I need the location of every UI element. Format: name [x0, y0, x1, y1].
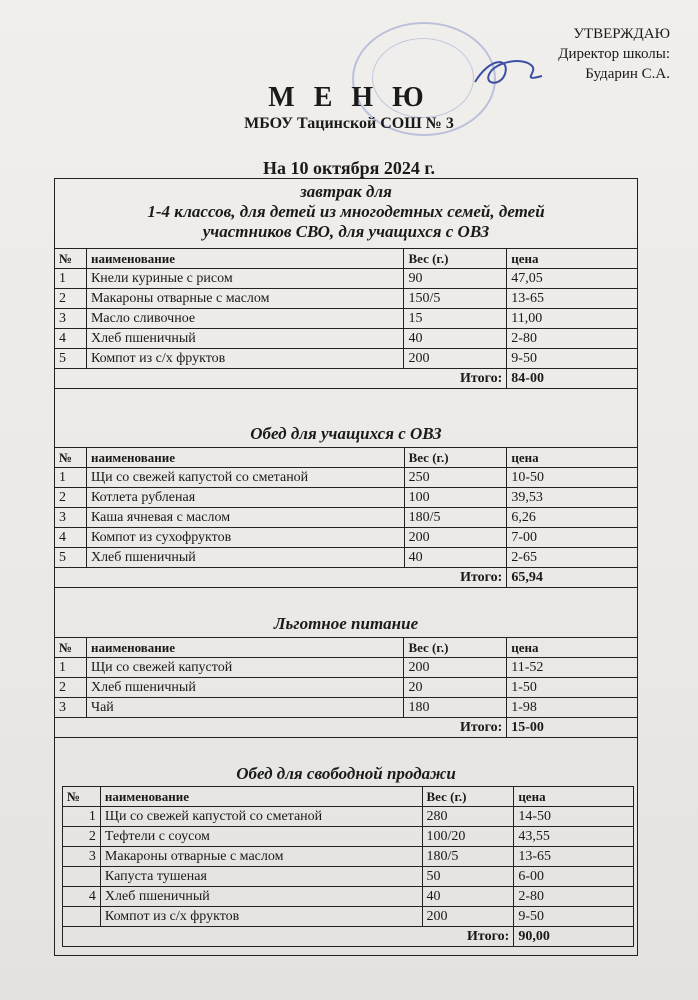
- cell-weight: 100: [404, 488, 507, 508]
- table-row: [55, 349, 638, 369]
- table-row: [55, 508, 638, 528]
- cell-name: Котлета рубленая: [86, 488, 404, 508]
- cell-price: 13-65: [514, 847, 634, 867]
- menu-table-lunch-ovz: [54, 447, 638, 588]
- table-row: [55, 698, 638, 718]
- cell-name: Тефтели с соусом: [100, 827, 422, 847]
- approval-heading: УТВЕРЖДАЮ: [573, 26, 670, 42]
- cell-name: Хлеб пшеничный: [86, 329, 404, 349]
- cell-weight: 180/5: [422, 847, 514, 867]
- menu-table-subsidized: [54, 637, 638, 738]
- table-row: [55, 488, 638, 508]
- section-title-free-sale: [54, 764, 638, 784]
- table-row: [55, 468, 638, 488]
- cell-num: 3: [55, 508, 87, 528]
- cell-price: 7-00: [507, 528, 638, 548]
- cell-price: 11,00: [507, 309, 638, 329]
- cell-price: 39,53: [507, 488, 638, 508]
- table-row: [63, 807, 634, 827]
- cell-weight: 40: [422, 887, 514, 907]
- col-header-name: наименование: [100, 787, 422, 807]
- cell-price: 6,26: [507, 508, 638, 528]
- cell-name: Чай: [86, 698, 403, 718]
- cell-price: 14-50: [514, 807, 634, 827]
- col-header-num: №: [55, 448, 87, 468]
- cell-weight: 200: [404, 349, 507, 369]
- total-label: Итого:: [55, 718, 507, 738]
- total-label: Итого:: [55, 369, 507, 389]
- col-header-weight: Вес (г.): [404, 638, 507, 658]
- table-header-row: [55, 638, 638, 658]
- table-header-row: [55, 249, 638, 269]
- cell-num: 3: [55, 309, 87, 329]
- total-label: Итого:: [63, 927, 514, 947]
- menu-date: На 10 октября 2024 г.: [262, 158, 436, 178]
- menu-table-breakfast: [54, 248, 638, 389]
- cell-weight: 200: [422, 907, 514, 927]
- cell-name: Хлеб пшеничный: [86, 678, 403, 698]
- cell-num: 2: [55, 488, 87, 508]
- section-title-subsidized: [54, 614, 638, 634]
- cell-weight: 50: [422, 867, 514, 887]
- col-header-price: цена: [507, 638, 638, 658]
- col-header-price: цена: [514, 787, 634, 807]
- cell-name: Масло сливочное: [86, 309, 404, 329]
- table-header-row: [63, 787, 634, 807]
- cell-num: 1: [55, 658, 87, 678]
- cell-name: Щи со свежей капустой со сметаной: [86, 468, 404, 488]
- total-row: [55, 718, 638, 738]
- cell-num: 4: [55, 329, 87, 349]
- cell-weight: 40: [404, 329, 507, 349]
- total-value: 84-00: [507, 369, 638, 389]
- cell-price: 6-00: [514, 867, 634, 887]
- cell-name: Щи со свежей капустой со сметаной: [100, 807, 422, 827]
- col-header-name: наименование: [86, 448, 404, 468]
- section-title-line: завтрак для: [300, 182, 392, 201]
- cell-num: 2: [55, 678, 87, 698]
- cell-name: Макароны отварные с маслом: [86, 289, 404, 309]
- page-title: М Е Н Ю: [268, 82, 430, 113]
- cell-num: 5: [55, 349, 87, 369]
- table-row: [63, 887, 634, 907]
- col-header-name: наименование: [86, 249, 404, 269]
- col-header-weight: Вес (г.): [404, 249, 507, 269]
- cell-num: 4: [55, 528, 87, 548]
- total-value: 15-00: [507, 718, 638, 738]
- cell-weight: 280: [422, 807, 514, 827]
- cell-num: 3: [55, 698, 87, 718]
- cell-price: 13-65: [507, 289, 638, 309]
- cell-weight: 40: [404, 548, 507, 568]
- table-row: [55, 269, 638, 289]
- total-row: [55, 369, 638, 389]
- cell-weight: 250: [404, 468, 507, 488]
- cell-num: 1: [55, 468, 87, 488]
- cell-price: 9-50: [514, 907, 634, 927]
- col-header-price: цена: [507, 249, 638, 269]
- cell-weight: 100/20: [422, 827, 514, 847]
- section-title-line: участников СВО, для учащихся с ОВЗ: [202, 222, 490, 241]
- table-row: [55, 309, 638, 329]
- cell-weight: 180/5: [404, 508, 507, 528]
- cell-weight: 200: [404, 528, 507, 548]
- approval-position: Директор школы:: [558, 46, 670, 62]
- total-label: Итого:: [55, 568, 507, 588]
- cell-name: Кнели куриные с рисом: [86, 269, 404, 289]
- cell-name: Каша ячневая с маслом: [86, 508, 404, 528]
- table-row: [63, 827, 634, 847]
- cell-price: 2-65: [507, 548, 638, 568]
- table-header-row: [55, 448, 638, 468]
- table-row: [55, 289, 638, 309]
- cell-weight: 180: [404, 698, 507, 718]
- cell-price: 47,05: [507, 269, 638, 289]
- section-title-lunch-ovz: [54, 424, 638, 444]
- cell-weight: 15: [404, 309, 507, 329]
- col-header-weight: Вес (г.): [404, 448, 507, 468]
- cell-weight: 200: [404, 658, 507, 678]
- table-row: [63, 847, 634, 867]
- total-value: 65,94: [507, 568, 638, 588]
- cell-num: 2: [55, 289, 87, 309]
- cell-weight: 150/5: [404, 289, 507, 309]
- col-header-num: №: [55, 249, 87, 269]
- cell-name: Хлеб пшеничный: [86, 548, 404, 568]
- section-title-line: Обед для учащихся с ОВЗ: [250, 424, 442, 443]
- cell-num: 2: [63, 827, 101, 847]
- cell-num: 4: [63, 887, 101, 907]
- cell-weight: 20: [404, 678, 507, 698]
- total-row: [63, 927, 634, 947]
- cell-num: 3: [63, 847, 101, 867]
- menu-table-free-sale: [62, 786, 634, 947]
- total-row: [55, 568, 638, 588]
- cell-num: [63, 907, 101, 927]
- table-row: [55, 678, 638, 698]
- cell-price: 10-50: [507, 468, 638, 488]
- col-header-num: №: [55, 638, 87, 658]
- cell-price: 11-52: [507, 658, 638, 678]
- cell-num: 1: [63, 807, 101, 827]
- table-row: [55, 658, 638, 678]
- col-header-num: №: [63, 787, 101, 807]
- cell-name: Хлеб пшеничный: [100, 887, 422, 907]
- school-name: МБОУ Тацинской СОШ № 3: [244, 115, 454, 132]
- cell-price: 2-80: [514, 887, 634, 907]
- table-row: [55, 548, 638, 568]
- cell-name: Компот из сухофруктов: [86, 528, 404, 548]
- cell-price: 1-98: [507, 698, 638, 718]
- table-row: [63, 907, 634, 927]
- cell-name: Макароны отварные с маслом: [100, 847, 422, 867]
- section-title-line: Обед для свободной продажи: [236, 764, 456, 783]
- total-value: 90,00: [514, 927, 634, 947]
- table-row: [63, 867, 634, 887]
- approval-block: [558, 24, 670, 84]
- cell-price: 2-80: [507, 329, 638, 349]
- table-row: [55, 329, 638, 349]
- cell-price: 1-50: [507, 678, 638, 698]
- cell-name: Компот из с/х фруктов: [86, 349, 404, 369]
- approval-name: Бударин С.А.: [585, 66, 670, 82]
- cell-name: Компот из с/х фруктов: [100, 907, 422, 927]
- cell-num: 5: [55, 548, 87, 568]
- table-row: [55, 528, 638, 548]
- cell-price: 43,55: [514, 827, 634, 847]
- cell-name: Щи со свежей капустой: [86, 658, 403, 678]
- col-header-weight: Вес (г.): [422, 787, 514, 807]
- cell-name: Капуста тушеная: [100, 867, 422, 887]
- section-title-line: Льготное питание: [273, 614, 419, 633]
- cell-num: 1: [55, 269, 87, 289]
- cell-num: [63, 867, 101, 887]
- cell-price: 9-50: [507, 349, 638, 369]
- section-title-line: 1-4 классов, для детей из многодетных семей, детей: [147, 202, 545, 221]
- col-header-name: наименование: [86, 638, 403, 658]
- cell-weight: 90: [404, 269, 507, 289]
- section-title-breakfast: [54, 182, 638, 242]
- col-header-price: цена: [507, 448, 638, 468]
